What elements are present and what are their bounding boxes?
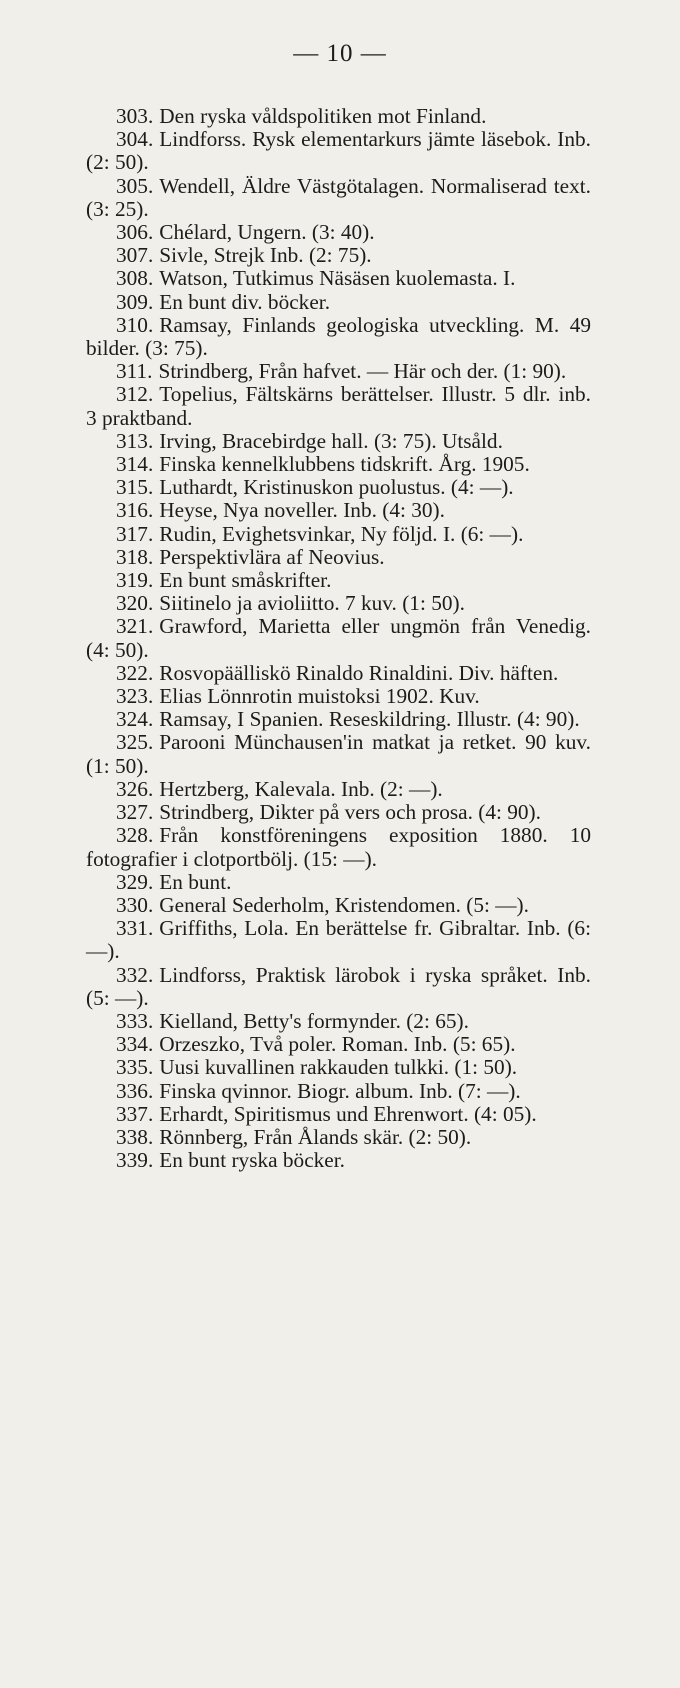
entry-text: Finska qvinnor. Biogr. album. Inb. (7: —). [159, 1078, 521, 1103]
catalog-entry [86, 894, 591, 917]
catalog-entry [86, 964, 591, 1010]
entry-number: 308. [116, 266, 154, 291]
entry-text: General Sederholm, Kristendomen. (5: —). [159, 892, 529, 917]
catalog-entry [86, 221, 591, 244]
entry-number: 336. [116, 1078, 154, 1103]
catalog-entry [86, 267, 591, 290]
catalog-entry [86, 453, 591, 476]
entry-text: Rudin, Evighetsvinkar, Ny följd. I. (6: —). [159, 521, 524, 546]
entry-number: 319. [116, 568, 154, 593]
entry-text: Chélard, Ungern. (3: 40). [159, 220, 375, 245]
entry-number: 309. [116, 289, 154, 314]
entry-number: 310. [116, 312, 154, 337]
catalog-entry [86, 592, 591, 615]
catalog-entry [86, 476, 591, 499]
catalog-entry [86, 430, 591, 453]
entry-number: 330. [116, 892, 154, 917]
entry-number: 305. [116, 173, 154, 198]
catalog-entry [86, 1126, 591, 1149]
entry-number: 316. [116, 498, 154, 523]
entry-number: 307. [116, 243, 154, 268]
entry-number: 337. [116, 1101, 154, 1126]
entry-number: 328. [116, 823, 154, 848]
entry-number: 325. [116, 730, 154, 755]
entry-text: Den ryska våldspolitiken mot Finland. [159, 104, 487, 128]
entry-text: Uusi kuvallinen rakkauden tulkki. (1: 50). [159, 1055, 518, 1080]
catalog-entry [86, 360, 591, 383]
catalog-entry [86, 383, 591, 429]
catalog-entry [86, 175, 591, 221]
entry-number: 323. [116, 684, 154, 709]
entry-number: 306. [116, 220, 154, 245]
entry-text: Strindberg, Från hafvet. — Här och der. (1: 90). [158, 359, 567, 384]
entry-text: Siitinelo ja avioliitto. 7 kuv. (1: 50). [159, 591, 465, 616]
catalog-entry [86, 778, 591, 801]
entry-number: 320. [116, 591, 154, 616]
catalog-entry [86, 1080, 591, 1103]
catalog-entry [86, 314, 591, 360]
entry-list [86, 105, 591, 1172]
entry-number: 329. [116, 869, 154, 894]
entry-text: Griffiths, Lola. En berättelse fr. Gibraltar. Inb. (6: —). [86, 916, 591, 964]
entry-text: Lindforss, Praktisk lärobok i ryska språket. Inb. (5: —). [86, 962, 591, 1010]
entry-text: Erhardt, Spiritismus und Ehrenwort. (4: 05). [159, 1101, 537, 1126]
entry-text: Ramsay, I Spanien. Reseskildring. Illustr. (4: 90). [159, 707, 580, 732]
catalog-entry [86, 128, 591, 174]
catalog-entry [86, 569, 591, 592]
entry-text: Elias Lönnrotin muistoksi 1902. Kuv. [159, 684, 480, 709]
entry-text: Hertzberg, Kalevala. Inb. (2: —). [159, 776, 443, 801]
entry-number: 332. [116, 962, 154, 987]
entry-text: Sivle, Strejk Inb. (2: 75). [159, 243, 372, 268]
catalog-entry [86, 1056, 591, 1079]
entry-text: Orzeszko, Två poler. Roman. Inb. (5: 65). [159, 1032, 516, 1057]
entry-text: Luthardt, Kristinuskon puolustus. (4: —). [159, 475, 514, 500]
entry-number: 335. [116, 1055, 154, 1080]
entry-number: 315. [116, 475, 154, 500]
entry-text: Lindforss. Rysk elementarkurs jämte läsebok. Inb. (2: 50). [86, 127, 591, 175]
catalog-entry [86, 291, 591, 314]
entry-number: 317. [116, 521, 154, 546]
entry-number: 304. [116, 127, 154, 152]
entry-text: Ramsay, Finlands geologiska utveckling. M. 49 bilder. (3: 75). [86, 312, 591, 361]
catalog-entry [86, 499, 591, 522]
entry-number: 334. [116, 1032, 154, 1057]
entry-text: Perspektivlära af Neovius. [159, 544, 385, 569]
catalog-entry [86, 1103, 591, 1126]
catalog-entry [86, 871, 591, 894]
entry-number: 314. [116, 452, 154, 477]
catalog-entry [86, 105, 591, 128]
entry-text: Topelius, Fältskärns berättelser. Illustr. 5 dlr. inb. 3 praktband. [86, 382, 591, 430]
catalog-entry [86, 708, 591, 731]
catalog-entry [86, 1033, 591, 1056]
catalog-entry [86, 546, 591, 569]
catalog-entry [86, 662, 591, 685]
entry-number: 326. [116, 776, 154, 801]
entry-text: Grawford, Marietta eller ungmön från Venedig. (4: 50). [86, 614, 591, 662]
page-number: — 10 — [293, 40, 387, 67]
entry-number: 331. [116, 916, 154, 941]
entry-number: 321. [116, 614, 154, 639]
entry-text: En bunt småskrifter. [159, 568, 332, 593]
catalog-entry [86, 1010, 591, 1033]
entry-text: Rönnberg, Från Ålands skär. (2: 50). [159, 1124, 472, 1149]
catalog-entry [86, 1149, 591, 1172]
catalog-entry [86, 615, 591, 661]
entry-text: En bunt div. böcker. [159, 289, 331, 314]
entry-text: Watson, Tutkimus Näsäsen kuolemasta. I. [159, 266, 516, 291]
catalog-entry [86, 523, 591, 546]
entry-number: 333. [116, 1008, 154, 1033]
entry-text: En bunt. [159, 869, 232, 894]
entry-text: Strindberg, Dikter på vers och prosa. (4: 90). [159, 800, 541, 825]
entry-number: 312. [116, 382, 154, 407]
catalog-entry [86, 824, 591, 870]
entry-number: 327. [116, 800, 154, 825]
entry-text: Kielland, Betty's formynder. (2: 65). [159, 1008, 469, 1033]
catalog-entry [86, 917, 591, 963]
entry-text: Wendell, Äldre Västgötalagen. Normaliserad text. (3: 25). [86, 173, 591, 221]
catalog-entry [86, 801, 591, 824]
entry-text: Heyse, Nya noveller. Inb. (4: 30). [159, 498, 445, 523]
entry-number: 318. [116, 544, 154, 569]
entry-text: Rosvopäälliskö Rinaldo Rinaldini. Div. häften. [159, 660, 559, 685]
entry-number: 303. [116, 104, 154, 128]
entry-number: 313. [116, 428, 154, 453]
entry-text: Parooni Münchausen'in matkat ja retket. 90 kuv. (1: 50). [86, 730, 591, 778]
entry-text: En bunt ryska böcker. [159, 1148, 345, 1173]
catalog-entry [86, 685, 591, 708]
entry-number: 339. [116, 1148, 154, 1173]
catalog-entry [86, 244, 591, 267]
entry-text: Finska kennelklubbens tidskrift. Årg. 1905. [159, 452, 530, 477]
entry-text: Från konstföreningens exposition 1880. 10 fotografier i clotportbölj. (15: —). [86, 823, 591, 871]
entry-text: Irving, Bracebirdge hall. (3: 75). Utsåld. [159, 428, 503, 453]
entry-number: 311. [116, 359, 153, 384]
entry-number: 324. [116, 707, 154, 732]
catalog-entry [86, 731, 591, 777]
entry-number: 322. [116, 660, 154, 685]
entry-number: 338. [116, 1124, 154, 1149]
